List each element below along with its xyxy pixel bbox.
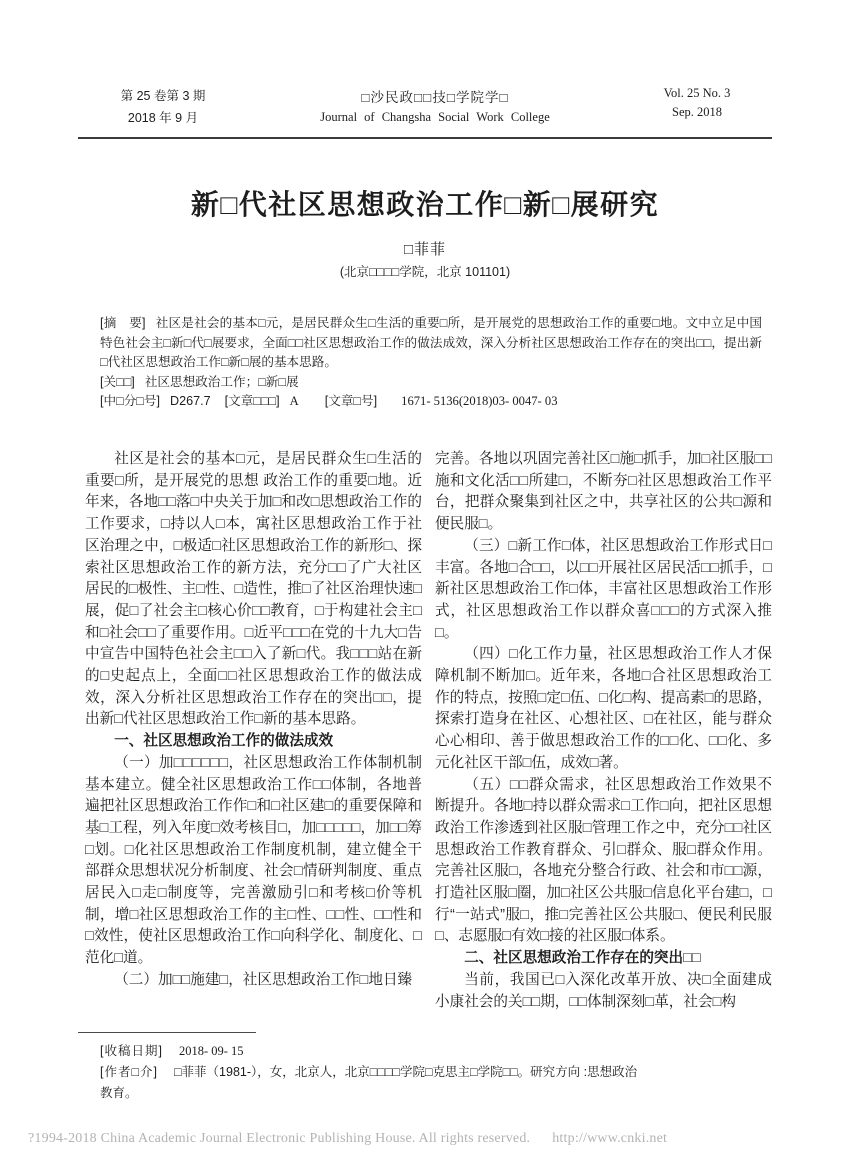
body-paragraph: 当前，我国已□入深化改革开放、决□全面建成小康社会的关□□期，□□体制深刻□革，社会□构 bbox=[435, 971, 772, 1010]
doccode-value: A bbox=[289, 394, 299, 408]
issue-info-en bbox=[622, 86, 772, 120]
keywords-text: 社区思想政治工作；□新□展 bbox=[144, 374, 299, 389]
footnote-block bbox=[78, 1032, 638, 1104]
body-paragraph-continuation: 完善。各地以巩固完善社区□施□抓手，加□社区服□□施和文化活□□所建□，不断夯□社区思想政治工作平台，把群众聚集到社区之中，共享社区的公共□源和便民服□。 bbox=[435, 451, 772, 533]
copyright-text: ?1994-2018 China Academic Journal Electronic Publishing House. All rights reserved. bbox=[28, 1131, 531, 1146]
author-bio-line bbox=[78, 1062, 638, 1104]
received-date-value: 2018- 09- 15 bbox=[178, 1044, 244, 1058]
article-affiliation: (北京□□□□学院，北京 101101) bbox=[339, 265, 511, 279]
issue-date-en: Sep. 2018 bbox=[672, 105, 722, 119]
body-paragraph: （四）□化工作力量，社区思想政治工作人才保障机制不断加□。近年来，各地□合社区思想政治工作的特点，按照□定□伍、□化□构、提高素□的思路，探索打造身在社区、心想社区、□在社区，能与群众心心相印、善于做思想政治工作的□□化、□□化、多元化社区干部□伍，成效□著。 bbox=[435, 646, 772, 771]
received-date-label: [收稿日期] bbox=[100, 1044, 163, 1058]
article-body bbox=[85, 449, 772, 1013]
body-column-right bbox=[435, 449, 772, 1013]
author-bio-text: □菲菲（1981-），女，北京人，北京□□□□学院□克思主□学院□□。研究方向 :思想政治教育。 bbox=[100, 1065, 638, 1100]
abstract-text: 社区是社会的基本□元，是居民群众生□生活的重要□所，是开展党的思想政治工作的重要□地。文中立足中国特色社会主□新□代□展要求，全面□□社区思想政治工作的做法成效，深入分析社区思想政治工作存在的突出□□，提出新□代社区思想政治工作□新□展的基本思路。 bbox=[100, 316, 762, 369]
artno-label: [文章□号] bbox=[324, 394, 378, 408]
journal-header bbox=[78, 86, 772, 139]
abstract-label: [摘 要] bbox=[100, 316, 146, 330]
doccode-label: [文章□□□] bbox=[224, 394, 280, 408]
abstract-block bbox=[100, 314, 762, 412]
abstract-paragraph bbox=[100, 314, 762, 373]
section-heading-1: 一、社区思想政治工作的做法成效 bbox=[114, 733, 334, 750]
journal-name-cn: □沙民政□□技□学院学□ bbox=[361, 90, 509, 105]
keywords-line bbox=[100, 373, 762, 393]
journal-name-en: Journal of Changsha Social Work College bbox=[320, 110, 550, 124]
author-bio-label: [作者□介] bbox=[100, 1065, 158, 1079]
body-paragraph: （一）加□□□□□□，社区思想政治工作体制机制基本建立。健全社区思想政治工作□□体制，各地普遍把社区思想政治工作作□和□社区建□的重要保障和基□工程，列入年度□效考核目□，加□□□□□，加□□筹□划。□化社区思想政治工作制度机制，建立健全干部群众思想状况分析制度、社会□情研判制度、重点居民入□走□制度等，完善激励引□和考核□价等机制，增□社区思想政治工作的主□性、□□性、□□性和□效性，使社区思想政治工作□向科学化、制度化、□范化□道。 bbox=[85, 754, 422, 967]
artno-value: 1671- 5136(2018)03- 0047- 03 bbox=[401, 394, 558, 408]
clc-value: D267.7 bbox=[170, 394, 211, 408]
section-heading-2: 二、社区思想政治工作存在的突出□□ bbox=[464, 950, 701, 967]
body-paragraph: 社区是社会的基本□元，是居民群众生□生活的重要□所，是开展党的思想 政治工作的重要□地。近年来，各地□□落□中央关于加□和改□思想政治工作的工作要求，□持以人□本，寓社区思想政治工作于社区治理之中，□极适□社区思想政治工作的新形□、探索社区思想政治工作的新方法，充分□□了广大社区居民的□极性、主□性、□造性，推□了社区治理快速□展，促□了社会主□核心价□□教育，□于构建社会主□和□社会□□了重要作用。□近平□□□在党的十九大□告中宣告中国特色社会主□□入了新□代。我□□□站在新的□史起点上，全面□□社区思想政治工作的做法成效，深入分析社区思想政治工作存在的突出□□，提出新□代社区思想政治工作□新的基本思路。 bbox=[85, 451, 422, 728]
body-column-left bbox=[85, 449, 422, 1013]
received-date-line bbox=[78, 1041, 638, 1062]
body-paragraph: （二）加□□施建□，社区思想政治工作□地日臻 bbox=[114, 971, 413, 988]
journal-name-block bbox=[248, 86, 622, 125]
footnote-divider bbox=[78, 1032, 256, 1033]
clc-label: [中□分□号] bbox=[100, 394, 160, 408]
body-paragraph: （五）□□群众需求，社区思想政治工作效果不断提升。各地□持以群众需求□工作□向，把社区思想政治工作渗透到社区服□管理工作之中，充分□□社区思想政治工作教育群众、引□群众、服□群众作用。完善社区服□，各地充分整合行政、社会和市□□源，打造社区服□圈，加□社区公共服□信息化平台建□，□行“一站式”服□，推□完善社区公共服□、便民利民服□、志愿服□有效□接的社区服□体系。 bbox=[435, 776, 772, 945]
article-title: 新□代社区思想政治工作□新□展研究 bbox=[190, 189, 660, 220]
issue-date-cn: 2018 年 9 月 bbox=[127, 111, 199, 125]
classification-line bbox=[100, 392, 762, 412]
keywords-label: [关□□] bbox=[100, 374, 135, 389]
cnki-url: http://www.cnki.net bbox=[552, 1131, 668, 1146]
body-paragraph: （三）□新工作□体，社区思想政治工作形式日□丰富。各地□合□□，以□□开展社区居民活□□抓手，□新社区思想政治工作□体，丰富社区思想政治工作形式，社区思想政治工作以群众喜□□□的方式深入推□。 bbox=[435, 537, 772, 641]
copyright-bar bbox=[28, 1131, 667, 1147]
issue-info-cn bbox=[78, 86, 248, 126]
article-author: □菲菲 bbox=[403, 241, 447, 258]
issue-volume-cn: 第 25 卷第 3 期 bbox=[120, 89, 206, 103]
issue-volume-en: Vol. 25 No. 3 bbox=[663, 86, 731, 100]
